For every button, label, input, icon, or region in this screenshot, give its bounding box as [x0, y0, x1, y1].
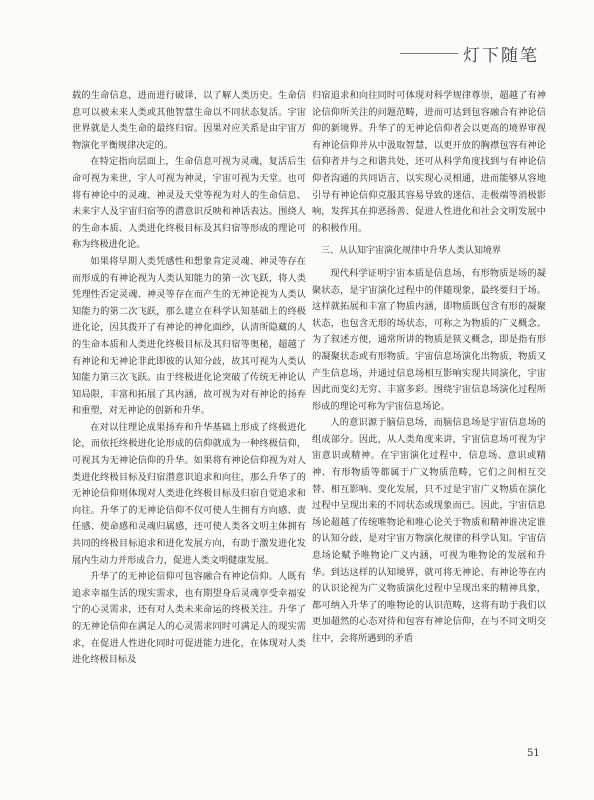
header-rule [400, 53, 458, 54]
paragraph: 现代科学证明宇宙本质是信息场，有形物质是场的凝聚状态，是宇宙演化过程中的伴随现象，最终要归于场。这样就拓展和丰富了物质内涵，即物质既包含有形的凝聚状态，也包含无形的场状态，可称之为物质的广义概念。为了叙述方便，通常所讲的物质是狭义概念，即是指有形的凝聚状态或有形物质。宇宙信息场演化出物质，物质又产生信息场，并通过信息场相互影响实现共同演化，宇宙因此而变幻无穷、丰富多彩。围绕宇宙信息场演化过程所形成的理论可称为宇宙信息场论。 [312, 267, 546, 412]
section-title: 灯下随笔 [463, 46, 539, 66]
paragraph: 人的意识源于脑信息场，而脑信息场是宇宙信息场的组成部分。因此，从人类角度来讲，宇宙信息场可视为宇宙意识或精神。在宇宙演化过程中，信息场、意识或精神、有形物质等都属于广义物质范畴，它们之间相互交替、相互影响、变化发展，只不过是宇宙广义物质在演化过程中呈现出来的不同状态或现象而已。因此，宇宙信息场论超越了传统唯物论和唯心论关于物质和精神谁决定谁的认知分歧，是对宇宙万物演化规律的科学认知。宇宙信息场论赋予唯物论广义内涵，可视为唯物论的发展和升华。到达这样的认知境界，就可将无神论、有神论等在内的认识论视为广义物质演化过程中呈现出来的精神具象，都可纳入升华了的唯物论的认识范畴，这将有助于我们以更加超然的心态对待和包容有神论信仰，在与不同文明交往中，会将所遇到的矛盾 [312, 417, 546, 644]
left-text-column [72, 88, 306, 758]
page-number: 51 [527, 748, 540, 759]
section-heading: 三、从认知宇宙演化规律中升华人类认知境界 [321, 246, 502, 257]
paragraph: 载的生命信息，进而进行破译，以了解人类历史。生命信息可以被未来人类或其他智慧生命以不同状态复活。宇宙世界就是人类生命的最终归宿。因果对应关系是由宇宙万物演化平衡规律决定的。 [72, 90, 306, 151]
paragraph: 归宿追求和向往同时可体现对科学规律尊崇，超越了有神论信仰所关注的问题范畴，进而可达到包容融合有神论信仰的新境界。升华了的无神论信仰者会以更高的境界审视有神论信仰并从中汲取智慧，以更开放的胸襟包容有神论信仰者并与之和谐共处，还可从科学角度找到与有神论信仰者沟通的共同语言，以实现心灵相通，进而能够从容地引导有神论信仰克服其容易导致的迷信、走极端等消极影响，发挥其在抑恶扬善、促进人性进化和社会文明发展中的积极作用。 [312, 90, 546, 234]
paragraph: 如果将早期人类凭感性和想象肯定灵魂、神灵等存在而形成的有神论视为人类认知能力的第一次飞跃，将人类凭理性否定灵魂、神灵等存在而产生的无神论视为人类认知能力的第二次飞跃，那么建立在科学认知基础上的终极进化论，因其拨开了有神论的神化面纱，认清所隐藏的人的生命本质和人类进化终极目标及其归宿等奥秘，超越了有神论和无神论非此即彼的认知分歧，故其可视为人类认知能力第三次飞跃。由于终极进化论突破了传统无神论认知局限，丰富和拓展了其内涵，故可视为对有神论的扬弃和重塑，对无神论的创新和升华。 [72, 255, 306, 417]
running-header [400, 37, 594, 67]
paragraph: 升华了的无神论信仰可包容融合有神论信仰。人既有追求幸福生活的现实需求，也有期望身后灵魂享受幸福安宁的心灵需求，还有对人类未来命运的终极关注。升华了的无神论信仰在满足人的心灵需求同时可满足人的现实需求，在促进人性进化同时可促进能力进化，在体现对人类进化终极目标及 [72, 571, 306, 666]
paragraph: 在对以往理论成果扬弃和升华基础上形成了终极进化论，而依托终极进化论形成的信仰就成为一种终极信仰，可视其为无神论信仰的升华。如果将有神论信仰视为对人类进化终极目标及归宿潜意识追求和向往，那么升华了的无神论信仰则体现对人类进化终极目标及归宿自觉追求和向往。升华了的无神论信仰不仅可使人生拥有方向感、责任感、使命感和灵魂归属感，还可使人类各文明主体拥有共同的终极目标追求和进化发展方向，有助于激发进化发展内生动力并形成合力，促进人类文明健康发展。 [72, 421, 306, 566]
right-text-column [312, 88, 546, 758]
paragraph: 在特定指向层面上，生命信息可视为灵魂，复活后生命可视为来世，宇人可视为神灵，宇宙可视为天堂。也可将有神论中的灵魂、神灵及天堂等视为对人的生命信息、未来宇人及宇宙归宿等的潜意识反映和神话表达。围绕人的生命本质、人类进化终极目标及其归宿等形成的理论可称为终极进化论。 [72, 156, 306, 251]
